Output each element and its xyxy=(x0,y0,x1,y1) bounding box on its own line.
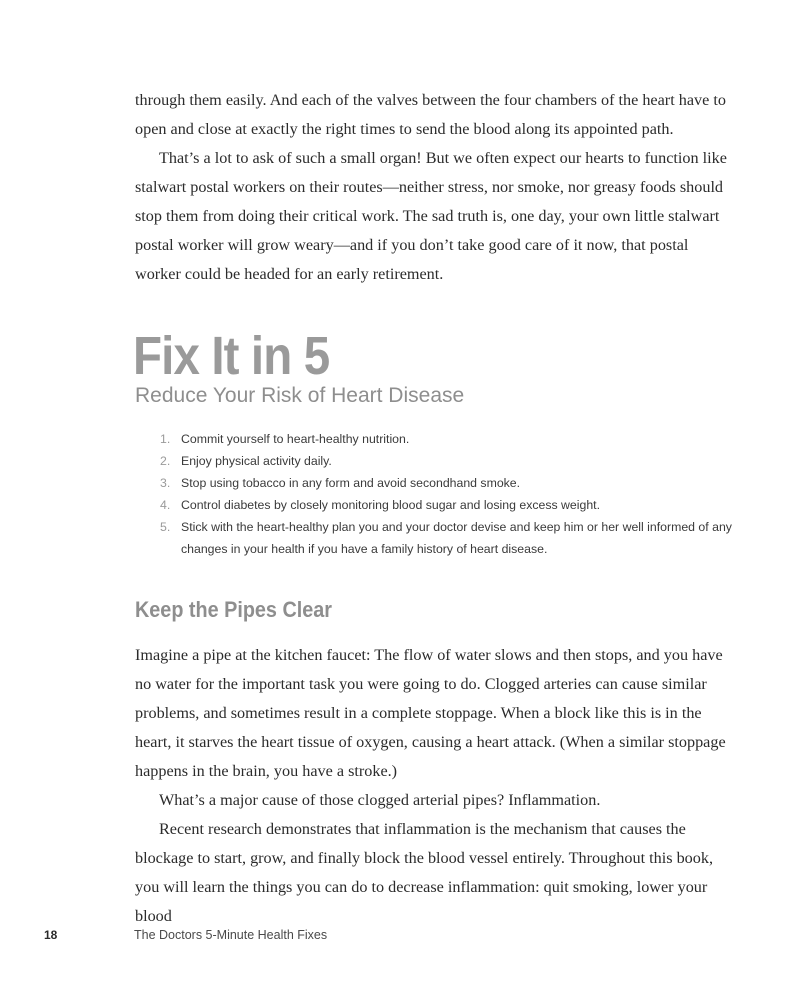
list-item xyxy=(160,450,738,472)
list-number: 5. xyxy=(160,520,171,534)
list-text: Enjoy physical activity daily. xyxy=(181,454,332,468)
fix-it-subtitle: Reduce Your Risk of Heart Disease xyxy=(135,384,465,407)
list-text: Control diabetes by closely monitoring blood sugar and losing excess weight. xyxy=(181,498,601,512)
section-paragraph-2: What’s a major cause of those clogged arterial pipes? Inflammation. xyxy=(159,791,601,809)
list-item xyxy=(160,494,738,516)
intro-text xyxy=(135,86,730,289)
section-text xyxy=(135,641,730,931)
list-text: Commit yourself to heart-healthy nutrition. xyxy=(181,432,410,446)
intro-paragraph-2: That’s a lot to ask of such a small organ! But we often expect our hearts to function like stalwart postal workers on their routes—neither stress, nor smoke, nor greasy foods should stop them from doing their critical work. The sad truth is, one day, your own little stalwart postal worker will grow weary—and if you don’t take good care of it now, that postal worker could be headed for an early retirement. xyxy=(135,149,727,283)
list-item xyxy=(160,516,738,560)
list-text: Stick with the heart-healthy plan you and your doctor devise and keep him or her well informed of any changes in your health if you have a family history of heart disease. xyxy=(181,520,732,556)
list-number: 1. xyxy=(160,432,171,446)
section-paragraph-1: Imagine a pipe at the kitchen faucet: The flow of water slows and then stops, and you have no water for the important task you were going to do. Clogged arteries can cause similar problems, and sometimes result in a complete stoppage. When a block like this is in the heart, it starves the heart tissue of oxygen, causing a heart attack. (When a similar stoppage happens in the brain, you have a stroke.) xyxy=(135,646,726,780)
running-footer-title: The Doctors 5-Minute Health Fixes xyxy=(134,928,328,942)
tips-list xyxy=(160,428,738,560)
list-text: Stop using tobacco in any form and avoid secondhand smoke. xyxy=(181,476,521,490)
list-number: 3. xyxy=(160,476,171,490)
section-paragraph-3: Recent research demonstrates that inflammation is the mechanism that causes the blockage to start, grow, and finally block the blood vessel entirely. Throughout this book, you will learn the things you can do to decrease inflammation: quit smoking, lower your blood xyxy=(135,820,713,925)
list-item xyxy=(160,428,738,450)
intro-paragraph-1: through them easily. And each of the valves between the four chambers of the heart have to open and close at exactly the right times to send the blood along its appointed path. xyxy=(135,91,726,138)
list-number: 2. xyxy=(160,454,171,468)
page-number: 18 xyxy=(44,928,58,942)
section-heading: Keep the Pipes Clear xyxy=(135,597,332,622)
fix-it-title: Fix It in 5 xyxy=(133,326,330,386)
list-number: 4. xyxy=(160,498,171,512)
list-item xyxy=(160,472,738,494)
